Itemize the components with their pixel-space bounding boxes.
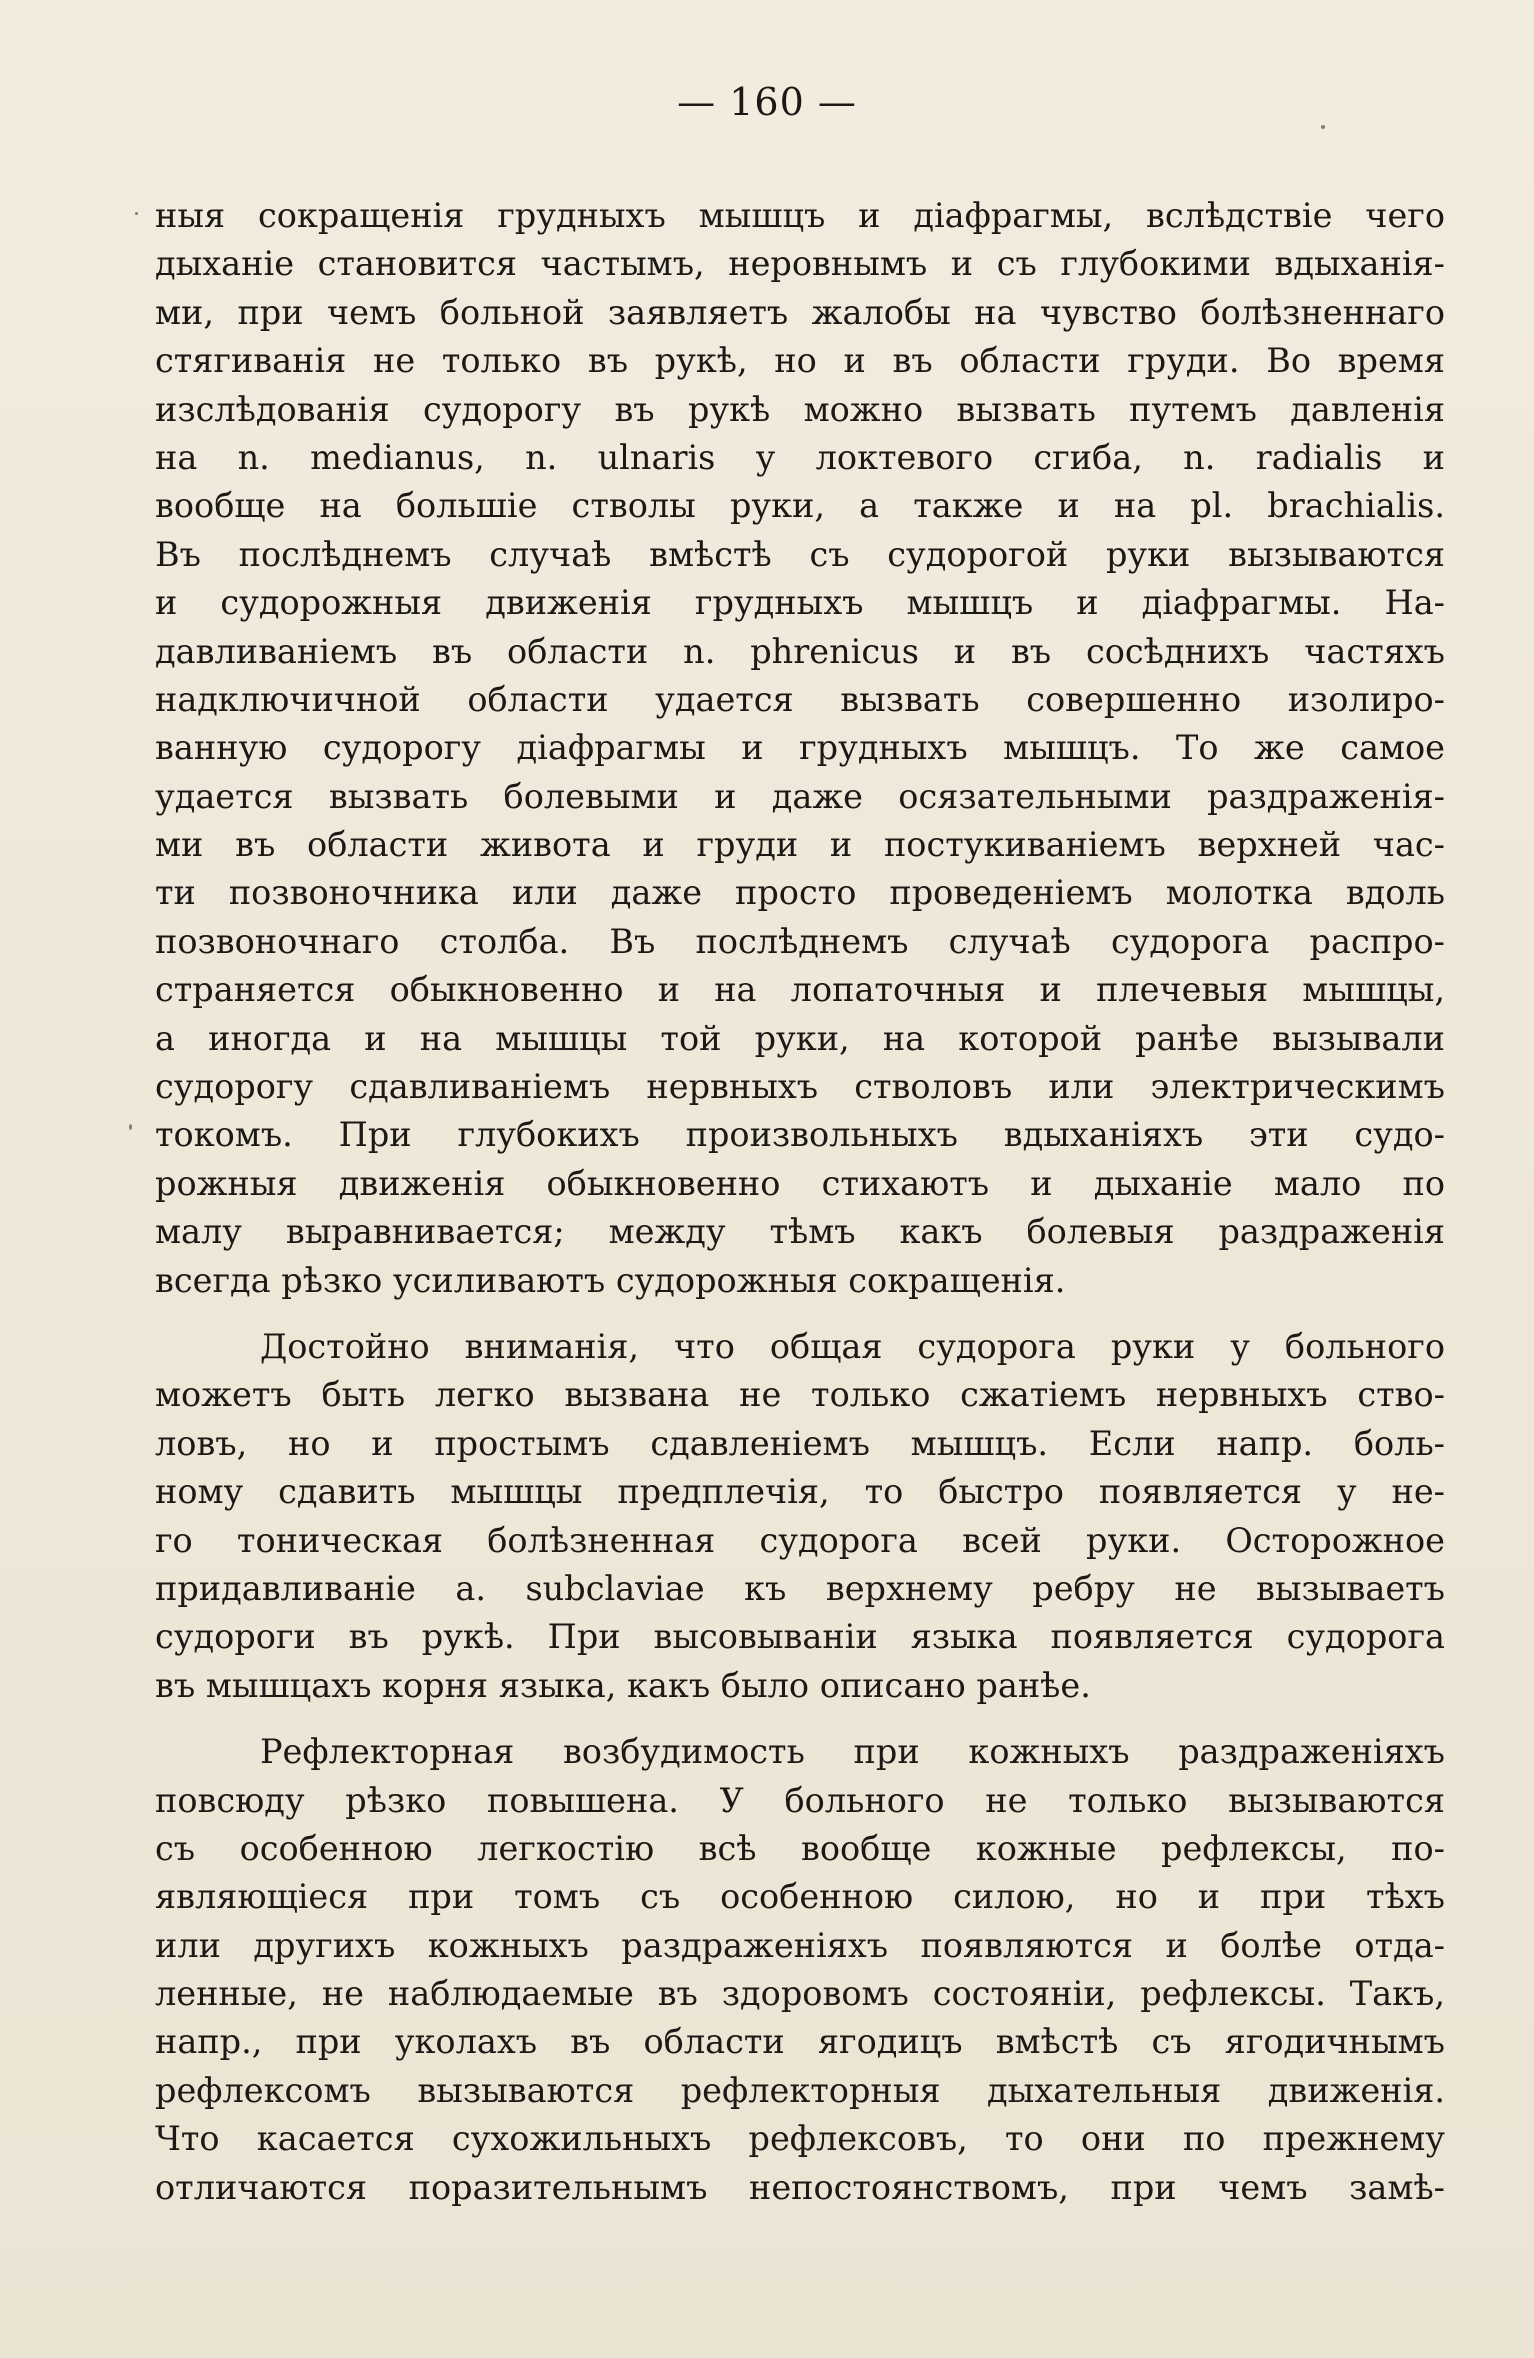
paper-speck — [135, 212, 138, 215]
paper-speck — [129, 1124, 132, 1130]
text-line: ми, при чемъ больной заявляетъ жалобы на чувство болѣзненнаго — [155, 292, 1445, 332]
text-line: всегда рѣзко усиливаютъ судорожныя сокращенія. — [155, 1260, 1066, 1300]
text-line: изслѣдованія судорогу въ рукѣ можно вызвать путемъ давленія — [155, 389, 1445, 429]
text-line: ленные, не наблюдаемые въ здоровомъ состояніи, рефлексы. Такъ, — [155, 1974, 1445, 2014]
paragraph-3 — [155, 1728, 1445, 2212]
page-number: — 160 — — [677, 80, 857, 124]
text-line: Что касается сухожильныхъ рефлексовъ, то они по прежнему — [155, 2119, 1445, 2159]
text-line: съ особенною легкостію всѣ вообще кожные рефлексы, по- — [155, 1828, 1445, 1868]
text-line: страняется обыкновенно и на лопаточныя и плечевыя мышцы, — [155, 970, 1445, 1010]
text-line: въ мышцахъ корня языка, какъ было описано ранѣе. — [155, 1665, 1091, 1705]
text-line: ванную судорогу діафрагмы и грудныхъ мышцъ. То же самое — [155, 728, 1445, 768]
text-line: можетъ быть легко вызвана не только сжатіемъ нервныхъ ство- — [155, 1375, 1445, 1415]
paragraph-2 — [155, 1323, 1445, 1710]
text-line: Въ послѣднемъ случаѣ вмѣстѣ съ судорогой руки вызываются — [155, 534, 1445, 574]
text-line: ному сдавить мышцы предплечія, то быстро появляется у не- — [155, 1472, 1445, 1512]
text-line: стягиванія не только въ рукѣ, но и въ области груди. Во время — [155, 341, 1445, 381]
paragraph-1 — [155, 192, 1445, 1305]
text-line: малу выравнивается; между тѣмъ какъ болевыя раздраженія — [155, 1212, 1445, 1252]
text-line: придавливаніе a. subclaviae къ верхнему ребру не вызываетъ — [155, 1568, 1445, 1608]
text-line: позвоночнаго столба. Въ послѣднемъ случаѣ судорога распро- — [155, 921, 1445, 961]
text-line: давливаніемъ въ области n. phrenicus и въ сосѣднихъ частяхъ — [155, 631, 1445, 671]
text-line: повсюду рѣзко повышена. У больного не только вызываются — [155, 1780, 1445, 1820]
text-line: ныя сокращенія грудныхъ мышцъ и діафрагмы, вслѣдствіе чего — [155, 196, 1445, 235]
text-line: напр., при уколахъ въ области ягодицъ вмѣстѣ съ ягодичнымъ — [155, 2022, 1445, 2062]
text-line: ловъ, но и простымъ сдавленіемъ мышцъ. Если напр. боль- — [155, 1423, 1445, 1463]
text-line: дыханіе становится частымъ, неровнымъ и съ глубокими вдыханія- — [155, 244, 1445, 284]
paragraph-gap — [155, 1305, 1445, 1323]
text-line: отличаются поразительнымъ непостоянствомъ, при чемъ замѣ- — [155, 2167, 1445, 2207]
text-line: являющіеся при томъ съ особенною силою, но и при тѣхъ — [155, 1877, 1445, 1917]
text-line: надключичной области удается вызвать совершенно изолиро- — [155, 679, 1445, 719]
text-line: или другихъ кожныхъ раздраженіяхъ появляются и болѣе отда- — [155, 1925, 1445, 1965]
text-line: Достойно вниманія, что общая судорога руки у больного — [260, 1326, 1445, 1366]
text-line: Рефлекторная возбудимость при кожныхъ раздраженіяхъ — [260, 1732, 1445, 1772]
text-line: токомъ. При глубокихъ произвольныхъ вдыханіяхъ эти судо- — [155, 1115, 1445, 1155]
text-line: рожныя движенія обыкновенно стихаютъ и дыханіе мало по — [155, 1163, 1445, 1203]
text-line: го тоническая болѣзненная судорога всей руки. Осторожное — [155, 1520, 1445, 1560]
text-line: а иногда и на мышцы той руки, на которой ранѣе вызывали — [155, 1018, 1445, 1058]
paper-speck — [1321, 125, 1325, 129]
text-line: судорогу сдавливаніемъ нервныхъ стволовъ или электрическимъ — [155, 1067, 1445, 1107]
text-line: ти позвоночника или даже просто проведеніемъ молотка вдоль — [155, 873, 1445, 913]
text-line: удается вызвать болевыми и даже осязательными раздраженія- — [155, 776, 1445, 816]
text-line: рефлексомъ вызываются рефлекторныя дыхательныя движенія. — [155, 2070, 1445, 2110]
body-text — [155, 192, 1445, 2212]
text-line: вообще на большіе стволы руки, а также и на pl. brachialis. — [155, 486, 1445, 526]
text-line: судороги въ рукѣ. При высовываніи языка появляется судорога — [155, 1617, 1445, 1657]
paragraph-gap — [155, 1710, 1445, 1728]
text-line: и судорожныя движенія грудныхъ мышцъ и діафрагмы. На- — [155, 583, 1445, 623]
text-line: на n. medianus, n. ulnaris у локтевого сгиба, n. radialis и — [155, 437, 1445, 477]
text-line: ми въ области живота и груди и постукиваніемъ верхней час- — [155, 825, 1445, 865]
